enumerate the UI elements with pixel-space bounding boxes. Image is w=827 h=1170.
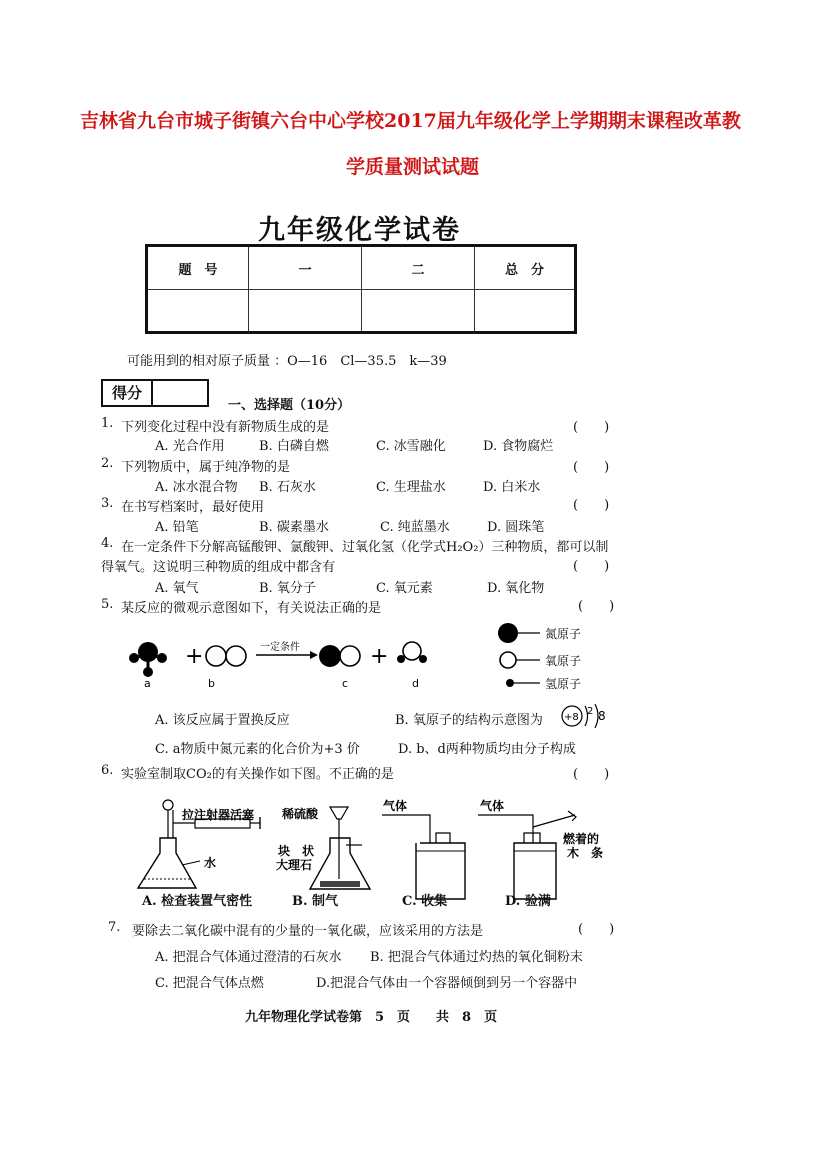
option: B. 碳素墨水 (259, 520, 329, 535)
apparatus-c (382, 815, 465, 899)
nucleus-charge: +8 (564, 712, 579, 723)
question-stem: 下列物质中，属于纯净物的是 (121, 460, 291, 475)
option: C. 氧元素 (376, 581, 433, 596)
answer-paren[interactable]: ( ) (573, 767, 610, 782)
paper-title: 九年级化学试卷 (258, 215, 461, 246)
option: D.把混合气体由一个容器倾倒到另一个容器中 (316, 976, 578, 991)
arrow-head (310, 651, 318, 659)
option: A. 冰水混合物 (155, 480, 238, 495)
score-header-part1: 一 (249, 246, 362, 290)
option: D. 白米水 (483, 480, 541, 495)
answer-paren[interactable]: ( ) (573, 498, 610, 513)
question-stem: 下列变化过程中没有新物质生成的是 (121, 420, 330, 435)
option: B. 把混合气体通过灼热的氧化铜粉末 (370, 950, 583, 965)
option: B. 氧原子的结构示意图为 (395, 713, 543, 728)
molecule-a (129, 642, 167, 677)
molecule-c (319, 645, 360, 667)
caption-a: A. 检查装置气密性 (142, 894, 253, 909)
score-header-total: 总 分 (475, 246, 576, 290)
label-c: c (342, 677, 349, 690)
label-b: b (208, 677, 215, 690)
label-gas1: 气体 (383, 799, 408, 813)
caption-d: D. 验满 (505, 894, 551, 909)
option: C. 生理盐水 (376, 480, 446, 495)
option: B. 石灰水 (259, 480, 316, 495)
section-title: 一、选择题（10分） (228, 398, 351, 413)
option: A. 氧气 (155, 581, 199, 596)
condition-label: 一定条件 (260, 642, 300, 653)
answer-paren[interactable]: ( ) (573, 559, 610, 574)
apparatus-b (310, 807, 370, 889)
question-number: 3. (101, 496, 114, 511)
score-header-number: 题 号 (147, 246, 249, 290)
answer-paren[interactable]: ( ) (578, 922, 615, 937)
option: C. 纯蓝墨水 (380, 520, 450, 535)
question-stem: 要除去二氧化碳中混有的少量的一氧化碳，应该采用的方法是 (132, 924, 484, 939)
atomic-masses: 可能用到的相对原子质量 ：O—16 Cl—35.5 k—39 (127, 354, 447, 369)
svg-text:氮原子: 氮原子 (545, 627, 582, 641)
oxygen-atom-structure (558, 700, 608, 732)
svg-text:氢原子: 氢原子 (545, 677, 582, 691)
score-box (101, 379, 209, 407)
option: D. 食物腐烂 (483, 439, 554, 454)
document-title-line1: 吉林省九台市城子街镇六台中心学校2017届九年级化学上学期期末课程改革教 (80, 110, 741, 132)
shell-1: 2 (587, 706, 594, 717)
question-number: 6. (101, 763, 114, 778)
score-cell[interactable] (249, 290, 362, 333)
answer-paren[interactable]: ( ) (573, 420, 610, 435)
option: D. 氧化物 (487, 581, 545, 596)
option: A. 铅笔 (155, 520, 199, 535)
option: D. b、d两种物质均由分子构成 (398, 742, 576, 757)
molecule-b (206, 646, 246, 666)
legend-nitrogen (498, 623, 581, 643)
score-cell[interactable] (147, 290, 249, 333)
page-footer: 九年物理化学试卷第 5 页 共 8 页 (245, 1010, 498, 1025)
legend-hydrogen (506, 677, 581, 691)
molecule-d (397, 642, 427, 663)
score-cell[interactable] (475, 290, 576, 333)
label-gas2: 气体 (480, 799, 505, 813)
option: B. 白磷自燃 (259, 439, 329, 454)
label-syringe: 拉注射器活塞 (182, 808, 255, 822)
question-number: 5. (101, 597, 114, 612)
legend-oxygen (500, 652, 581, 668)
score-table (145, 244, 577, 334)
question-number: 7. (108, 920, 121, 935)
apparatus-d (478, 811, 576, 899)
caption-b: B. 制气 (292, 894, 339, 909)
option: D. 圆珠笔 (487, 520, 545, 535)
label-acid: 稀硫酸 (282, 807, 319, 821)
label-solid: 块 状 (278, 844, 315, 858)
option: A. 把混合气体通过澄清的石灰水 (155, 950, 342, 965)
plus-sign: + (185, 644, 204, 669)
caption-c: C. 收集 (402, 894, 448, 909)
label-solid2: 大理石 (276, 858, 313, 872)
option: C. 把混合气体点燃 (155, 976, 264, 991)
question-stem-cont: 得氧气。这说明三种物质的组成中都含有 (101, 560, 336, 575)
question-stem: 实验室制取CO₂的有关操作如下图。不正确的是 (121, 767, 394, 782)
score-header-part2: 二 (362, 246, 475, 290)
score-cell[interactable] (362, 290, 475, 333)
answer-paren[interactable]: ( ) (578, 599, 615, 614)
svg-text:氧原子: 氧原子 (545, 654, 582, 668)
label-water: 水 (204, 856, 217, 870)
question-number: 1. (101, 416, 114, 431)
label-splint: 燃着的 (563, 832, 600, 846)
score-box-label: 得分 (103, 381, 153, 405)
plus-sign: + (370, 644, 389, 669)
question-stem: 在一定条件下分解高锰酸钾、氯酸钾、过氧化氢（化学式H₂O₂）三种物质，都可以制 (121, 540, 609, 555)
question-stem: 某反应的微观示意图如下，有关说法正确的是 (121, 601, 382, 616)
option: C. 冰雪融化 (376, 439, 446, 454)
label-a: a (144, 677, 151, 690)
shell-2: 8 (598, 709, 606, 723)
question-number: 2. (101, 456, 114, 471)
answer-paren[interactable]: ( ) (573, 460, 610, 475)
question-number: 4. (101, 536, 114, 551)
label-splint2: 木 条 (567, 846, 604, 860)
question-stem: 在书写档案时，最好使用 (121, 500, 265, 515)
label-d: d (412, 677, 419, 690)
option: A. 该反应属于置换反应 (155, 713, 290, 728)
option: C. a物质中氮元素的化合价为+3 价 (155, 742, 360, 757)
document-title-line2: 学质量测试试题 (346, 156, 480, 178)
option: A. 光合作用 (155, 439, 225, 454)
option: B. 氧分子 (259, 581, 316, 596)
